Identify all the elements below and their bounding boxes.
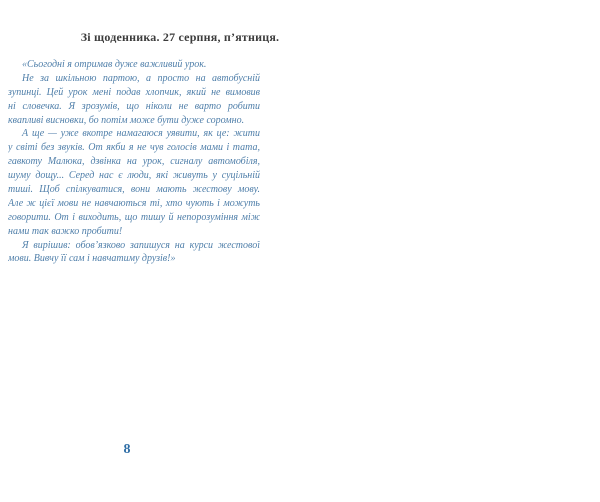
book-right-page <box>300 0 600 502</box>
diary-line: шуму дощу... Серед нас є люди, які живуть у суцільній <box>8 170 260 182</box>
diary-line: А ще — уже вкотре намагаюся уявити, як це: жити <box>22 128 260 140</box>
diary-line: Я вирішив: обов’язково запишуся на курси жестової <box>22 239 260 251</box>
diary-line: ні словечка. Я зрозумів, що ніколи не варто робити <box>8 100 260 112</box>
diary-line: говорити. От і виходить, що тишу й непорозуміння між <box>8 211 260 223</box>
diary-line: гавкоту Малюка, дзвінка на урок, сигналу автомобіля, <box>8 156 260 168</box>
diary-line: квапливі висновки, бо потім може бути дуже соромно. <box>8 114 245 126</box>
diary-line: тиші. Щоб спілкуватися, вони мають жестову мову. <box>8 184 260 196</box>
diary-line: мови. Вивчу її сам і навчатиму друзів!» <box>8 253 176 265</box>
diary-line: Але ж цієї мови не навчаються ті, хто чують і можуть <box>8 197 260 209</box>
page-number-left: 8 <box>123 442 131 457</box>
diary-date-heading: Зі щоденника. 27 серпня, п’ятниця. <box>80 30 280 44</box>
diary-line: «Сьогодні я отримав дуже важливий урок. <box>22 59 207 70</box>
diary-line: зупинці. Цей урок мені подав хлопчик, який не вимовив <box>8 86 260 98</box>
diary-line: у світі без звуків. От якби я не чув голосів мами і тата, <box>8 142 260 154</box>
diary-line: нами так важко пробити! <box>8 225 123 237</box>
diary-handwritten-text <box>8 58 260 266</box>
diary-line: Не за шкільною партою, а просто на автобусній <box>22 72 260 84</box>
